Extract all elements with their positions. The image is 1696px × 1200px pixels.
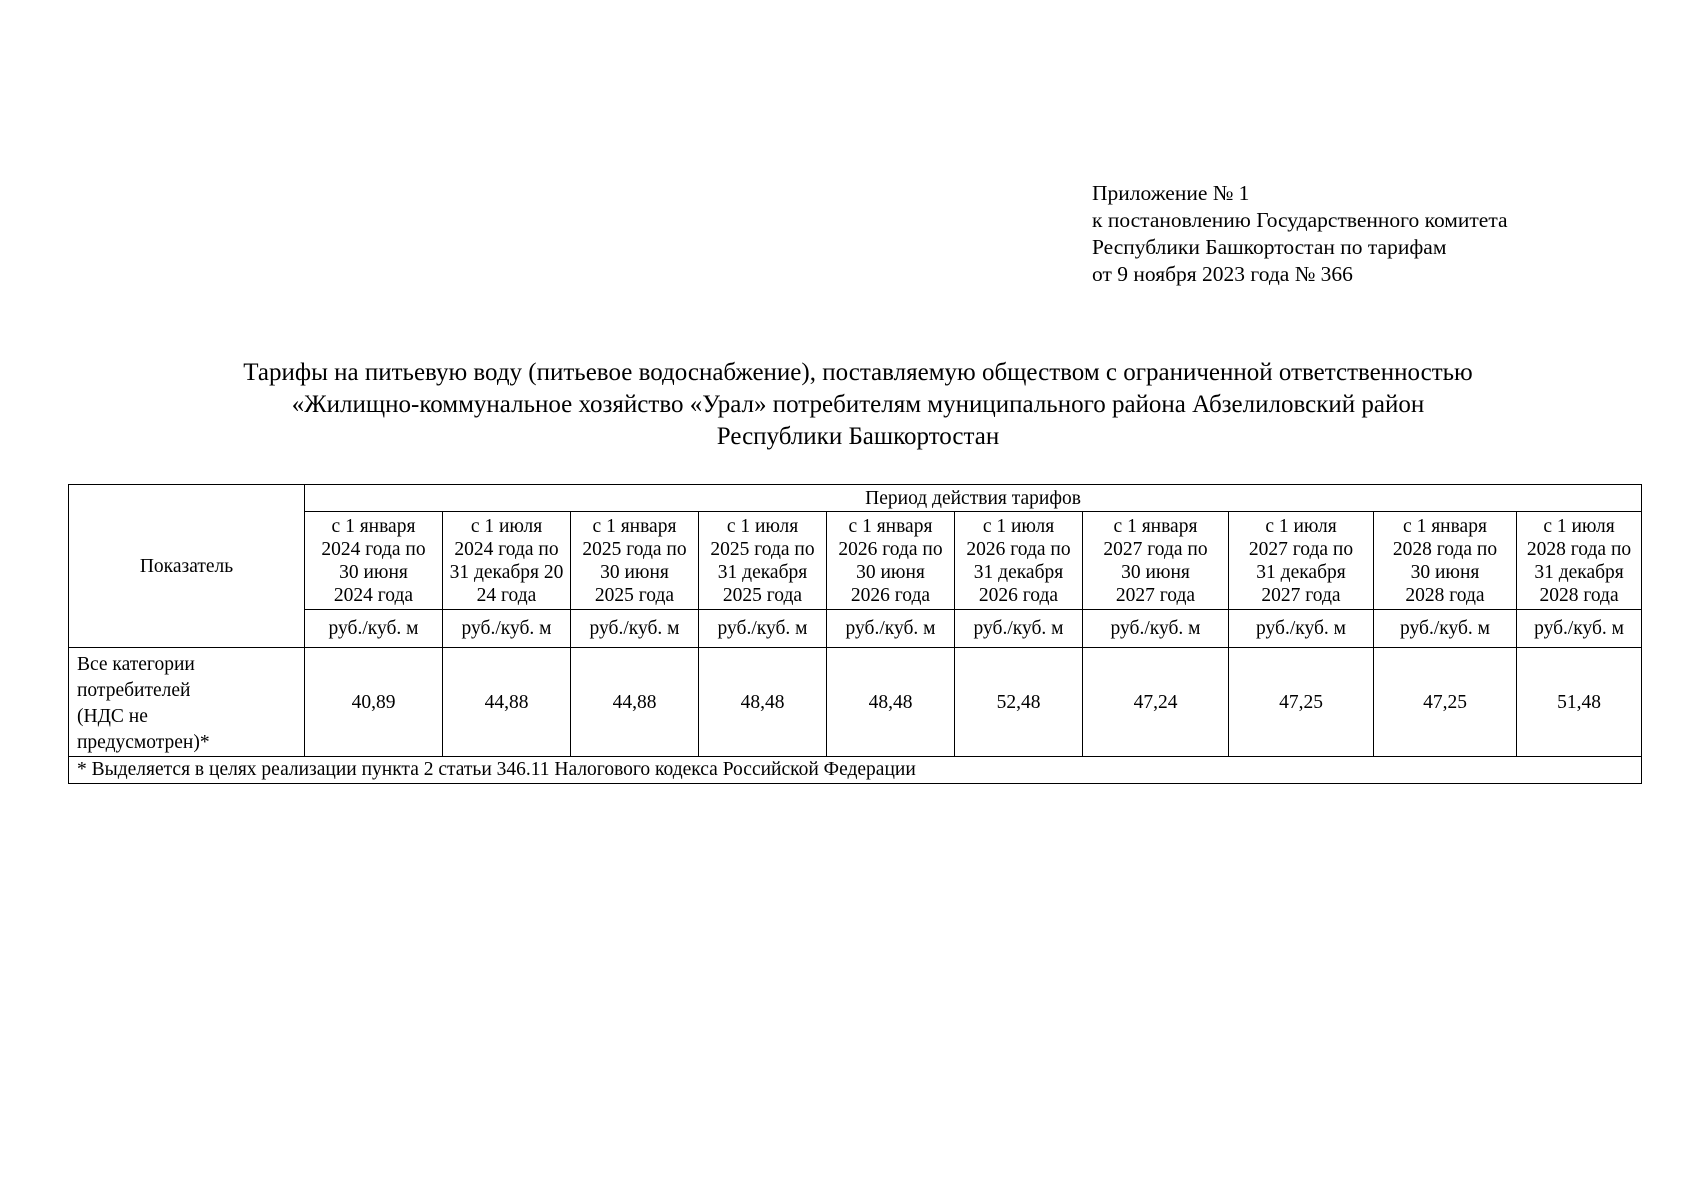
title-line-1: Тарифы на питьевую воду (питьевое водоснабжение), поставляемую обществом с ограниченной ответственностью — [243, 359, 1473, 386]
period-line: 2027 года по — [1103, 538, 1208, 560]
unit-cell-2: руб./куб. м — [443, 610, 571, 648]
period-cell-4 — [699, 512, 827, 610]
period-line: 31 декабря — [1256, 561, 1346, 583]
title-line-2: «Жилищно-коммунальное хозяйство «Урал» потребителям муниципального района Абзелиловский район — [291, 391, 1425, 418]
indicator-header: Показатель — [69, 485, 305, 648]
period-cell-7 — [1083, 512, 1229, 610]
period-line: 2028 года — [1539, 584, 1619, 606]
period-line: 2028 года по — [1526, 538, 1632, 560]
tariff-value-7: 47,24 — [1083, 648, 1229, 757]
period-line: 31 декабря 20 — [449, 561, 564, 583]
period-line: 2028 года — [1405, 584, 1485, 606]
unit-cell-5: руб./куб. м — [827, 610, 955, 648]
period-line: 30 июня — [339, 561, 408, 583]
period-line: с 1 июля — [726, 515, 799, 537]
period-line: 30 июня — [600, 561, 669, 583]
row-label-line: предусмотрен)* — [77, 732, 210, 753]
period-line: 2026 года — [978, 584, 1059, 606]
appendix-line-2: к постановлению Государственного комитета — [1092, 208, 1508, 232]
tariff-value-9: 47,25 — [1374, 648, 1517, 757]
unit-cell-9: руб./куб. м — [1374, 610, 1517, 648]
period-line: 2026 года по — [838, 538, 943, 560]
tariff-value-6: 52,48 — [955, 648, 1083, 757]
period-line: с 1 января — [331, 515, 416, 537]
period-cell-6 — [955, 512, 1083, 610]
period-header: Период действия тарифов — [305, 485, 1642, 512]
period-line: 2026 года — [850, 584, 931, 606]
period-cell-9 — [1374, 512, 1517, 610]
period-line: 31 декабря — [973, 561, 1064, 583]
period-line: 31 декабря — [1534, 561, 1624, 583]
unit-cell-8: руб./куб. м — [1229, 610, 1374, 648]
unit-cell-3: руб./куб. м — [571, 610, 699, 648]
unit-cell-7: руб./куб. м — [1083, 610, 1229, 648]
appendix-block — [1092, 180, 1508, 288]
period-line: 24 года — [476, 584, 537, 606]
row-label-line: (НДС не — [77, 706, 148, 727]
tariff-value-4: 48,48 — [699, 648, 827, 757]
document-title — [60, 357, 1656, 453]
period-line: 2025 года — [722, 584, 803, 606]
title-line-3: Республики Башкортостан — [716, 423, 1000, 450]
period-line: 30 июня — [1121, 561, 1190, 583]
period-line: 2025 года по — [710, 538, 815, 560]
row-label-line: потребителей — [77, 680, 191, 701]
period-line: с 1 июля — [982, 515, 1055, 537]
period-line: 30 июня — [1410, 561, 1480, 583]
tariff-value-1: 40,89 — [305, 648, 443, 757]
unit-cell-4: руб./куб. м — [699, 610, 827, 648]
row-label-all-consumers — [69, 648, 305, 757]
period-line: 2026 года по — [966, 538, 1071, 560]
period-line: с 1 января — [592, 515, 677, 537]
period-line: 2025 года — [594, 584, 675, 606]
tariff-table — [68, 484, 1642, 784]
period-cell-8 — [1229, 512, 1374, 610]
period-line: с 1 января — [1403, 515, 1487, 537]
period-line: 2027 года — [1261, 584, 1341, 606]
appendix-line-3: Республики Башкортостан по тарифам — [1092, 235, 1447, 259]
period-line: 30 июня — [856, 561, 925, 583]
period-line: с 1 января — [848, 515, 933, 537]
period-line: 2027 года по — [1248, 538, 1354, 560]
period-cell-1 — [305, 512, 443, 610]
period-line: 31 декабря — [717, 561, 808, 583]
unit-cell-6: руб./куб. м — [955, 610, 1083, 648]
tariff-value-2: 44,88 — [443, 648, 571, 757]
unit-cell-10: руб./куб. м — [1517, 610, 1642, 648]
period-line: 2024 года по — [454, 538, 559, 560]
period-line: 2025 года по — [582, 538, 687, 560]
footnote: * Выделяется в целях реализации пункта 2 статьи 346.11 Налогового кодекса Российской Федерации — [69, 757, 1642, 784]
period-cell-5 — [827, 512, 955, 610]
period-line: 2024 года по — [321, 538, 426, 560]
period-line: 2024 года — [333, 584, 414, 606]
period-cell-3 — [571, 512, 699, 610]
unit-cell-1: руб./куб. м — [305, 610, 443, 648]
period-line: с 1 июля — [1543, 515, 1615, 537]
appendix-line-4: от 9 ноября 2023 года № 366 — [1092, 262, 1353, 286]
period-line: 2027 года — [1115, 584, 1196, 606]
period-line: с 1 июля — [470, 515, 543, 537]
row-label-line: Все категории — [77, 654, 195, 675]
tariff-value-10: 51,48 — [1517, 648, 1642, 757]
period-cell-10 — [1517, 512, 1642, 610]
period-line: с 1 января — [1113, 515, 1198, 537]
period-cell-2 — [443, 512, 571, 610]
appendix-line-1: Приложение № 1 — [1092, 181, 1250, 205]
period-line: с 1 июля — [1265, 515, 1337, 537]
period-line: 2028 года по — [1392, 538, 1498, 560]
tariff-value-3: 44,88 — [571, 648, 699, 757]
tariff-value-5: 48,48 — [827, 648, 955, 757]
tariff-value-8: 47,25 — [1229, 648, 1374, 757]
